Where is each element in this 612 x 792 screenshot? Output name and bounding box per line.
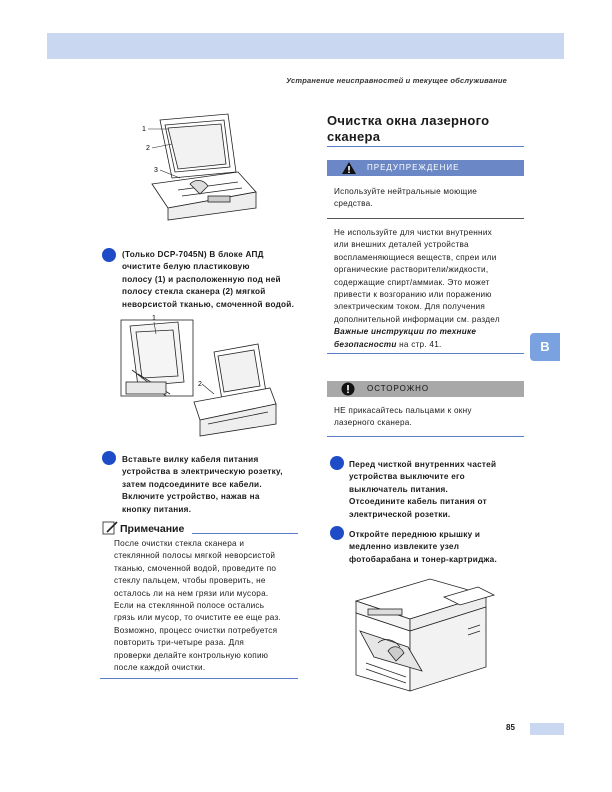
warning-text-1: Используйте нейтральные моющие средства. [334,187,478,209]
step-bullet [102,451,116,465]
scanner-open-illustration [138,112,260,222]
note-bottom-rule [100,678,298,679]
step-bullet [102,248,116,262]
page-number-band [530,723,564,735]
fig2-label-2: 2 [198,381,202,388]
note-title: Примечание [120,523,185,535]
note-pencil-icon [102,521,118,535]
warning-banner [327,160,524,176]
step-bullet [330,526,344,540]
step-bullet [330,456,344,470]
left-step2-text: Вставьте вилку кабеля питания устройства в электрическую розетку, затем подсоедините все кабели. Включите устройство, нажав на кнопку питания. [122,455,283,514]
printer-front-cover-illustration [348,573,498,695]
adf-strip-illustration [118,312,278,442]
note-text: После очистки стекла сканера и стеклянной полосы мягкой неворсистой тканью, смоченной водой, проведите по стеклу пальцем, чтобы проверить, не осталось ли на нем грязи или мусора. Если на стеклянной полосе остались грязь или мусор, то очистите ее еще раз. Возможно, процесс очистки потребуется повторить три-четыре раза. Для проверки делайте контрольную копию после каждой очистки. [114,539,281,673]
caution-bottom-rule [327,436,524,437]
warning-triangle-icon [341,161,357,175]
fig1-label-2: 2 [146,145,150,152]
caution-label: ОСТОРОЖНО [367,384,430,393]
caution-text: НЕ прикасайтесь пальцами к окну лазерного сканера. [334,406,472,428]
warning-bottom-rule [327,353,524,354]
section-title-rule [327,146,524,147]
safety-ref-link[interactable]: Важные инструкции по технике [334,327,477,337]
caution-exclamation-icon [341,382,355,396]
warning-label: ПРЕДУПРЕЖДЕНИЕ [367,163,460,172]
right-step1-text: Перед чисткой внутренних частей устройства выключите его выключатель питания. Отсоедините кабель питания от электрической розетки. [349,460,497,519]
fig1-label-1: 1 [142,126,146,133]
section-title: Очистка окна лазерного сканера [327,113,490,144]
chapter-tab: B [530,333,560,361]
left-step1-text: (Только DCP-7045N) В блоке АПД очистите белую пластиковую полосу (1) и расположенную под ней полосу стекла сканера (2) мягкой неворсистой тканью, смоченной водой. [122,250,295,309]
note-top-rule [192,533,298,534]
safety-ref-link-cont[interactable]: безопасности [334,339,397,349]
fig2-label-1: 1 [152,315,156,322]
right-step2-text: Откройте переднюю крышку и медленно извлеките узел фотобарабана и тонер-картриджа. [349,530,498,564]
warning-text-2: Не используйте для чистки внутренних или внешних деталей устройства воспламеняющиеся веществ, спреи или органические растворители/жидкости, содержащие спирт/аммиак. Это может привести к возгоранию или поражению электрическим током. Для получения дополнительной информации см. раздел Важные инструкции по технике безопасности на стр. 41. [334,228,500,349]
page-number: 85 [506,723,515,732]
caution-banner [327,381,524,397]
warning-divider [327,218,524,219]
header-band [47,33,564,59]
fig1-label-3: 3 [154,167,158,174]
running-title: Устранение неисправностей и текущее обслуживание [286,76,507,85]
